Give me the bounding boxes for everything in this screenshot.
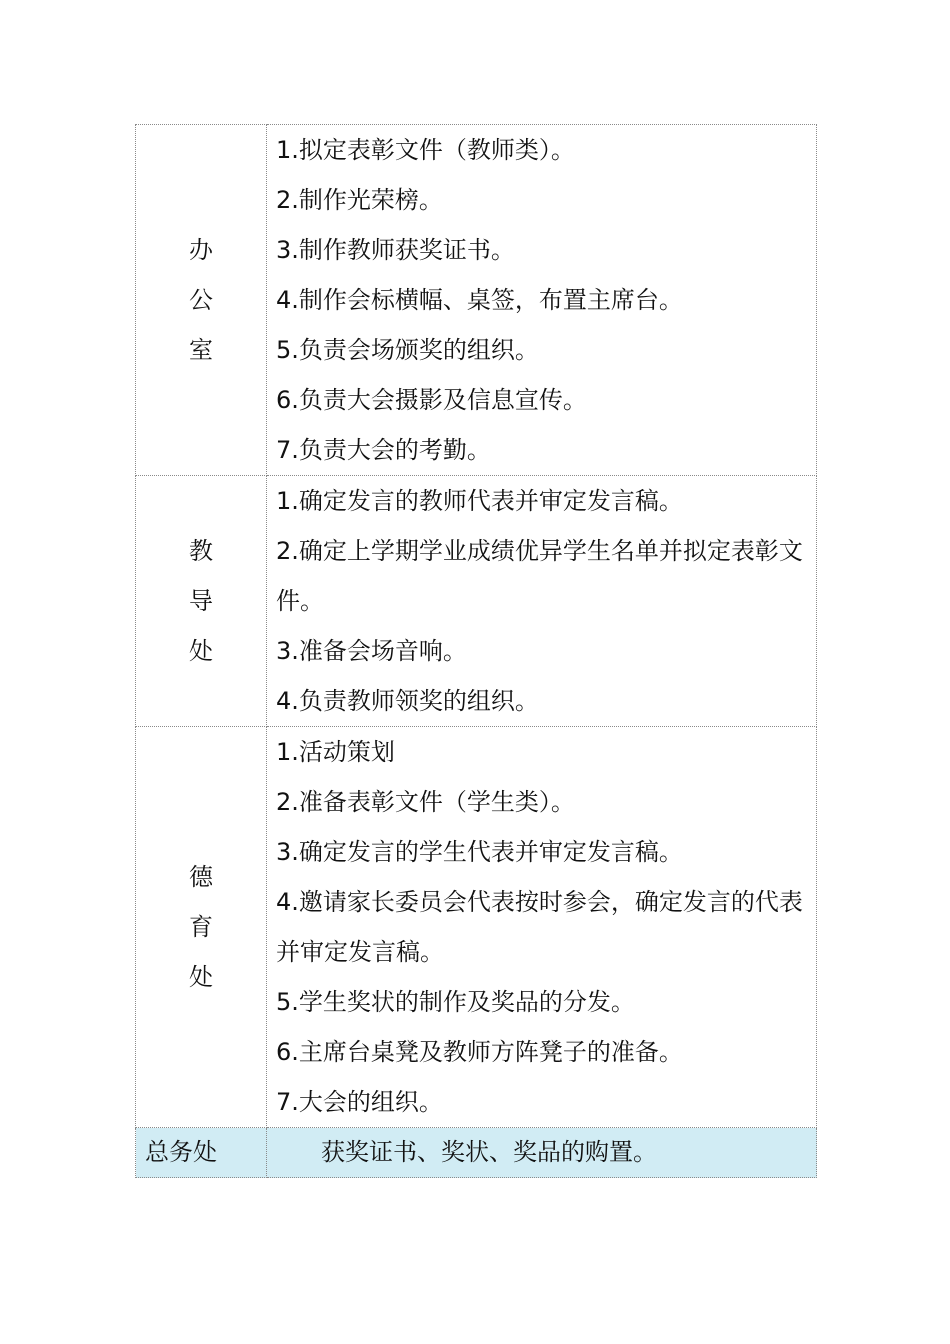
duty-table — [135, 124, 817, 1178]
task-list-moral-education — [267, 727, 817, 1128]
task-item: 7.负责大会的考勤。 — [276, 436, 491, 464]
task-item: 5.负责会场颁奖的组织。 — [276, 336, 539, 364]
task-item: 3.制作教师获奖证书。 — [276, 236, 515, 264]
department-cell-office — [136, 125, 267, 476]
table-row-academic-affairs — [136, 476, 817, 727]
task-item-general-affairs: 获奖证书、奖状、奖品的购置。 — [267, 1128, 817, 1178]
task-item: 5.学生奖状的制作及奖品的分发。 — [276, 988, 635, 1016]
task-item: 2.制作光荣榜。 — [276, 186, 443, 214]
department-char: 教 — [189, 537, 213, 565]
task-item: 4.制作会标横幅、桌签，布置主席台。 — [276, 286, 683, 314]
department-char: 处 — [189, 637, 213, 665]
department-char: 处 — [189, 963, 213, 991]
task-item: 1.拟定表彰文件（教师类）。 — [276, 136, 575, 164]
task-item: 4.邀请家长委员会代表按时参会，确定发言的代表并审定发言稿。 — [276, 888, 803, 966]
task-item: 4.负责教师领奖的组织。 — [276, 687, 539, 715]
task-item: 1.确定发言的教师代表并审定发言稿。 — [276, 487, 683, 515]
task-item: 1.活动策划 — [276, 738, 395, 766]
task-item: 6.负责大会摄影及信息宣传。 — [276, 386, 587, 414]
department-char: 办 — [189, 236, 213, 264]
department-char: 室 — [189, 336, 213, 364]
table-row-general-affairs — [136, 1128, 817, 1178]
task-item: 3.确定发言的学生代表并审定发言稿。 — [276, 838, 683, 866]
department-cell-academic-affairs — [136, 476, 267, 727]
department-char: 导 — [189, 587, 213, 615]
task-item: 2.确定上学期学业成绩优异学生名单并拟定表彰文件。 — [276, 537, 803, 615]
task-item: 6.主席台桌凳及教师方阵凳子的准备。 — [276, 1038, 683, 1066]
department-cell-general-affairs: 总务处 — [136, 1128, 267, 1178]
table-row-moral-education — [136, 727, 817, 1128]
task-item: 2.准备表彰文件（学生类）。 — [276, 788, 575, 816]
task-list-office — [267, 125, 817, 476]
table-row-office — [136, 125, 817, 476]
department-char: 德 — [189, 863, 213, 891]
department-cell-moral-education — [136, 727, 267, 1128]
task-item: 7.大会的组织。 — [276, 1088, 443, 1116]
department-char: 公 — [189, 286, 213, 314]
department-char: 育 — [189, 913, 213, 941]
task-list-academic-affairs — [267, 476, 817, 727]
task-item: 3.准备会场音响。 — [276, 637, 467, 665]
